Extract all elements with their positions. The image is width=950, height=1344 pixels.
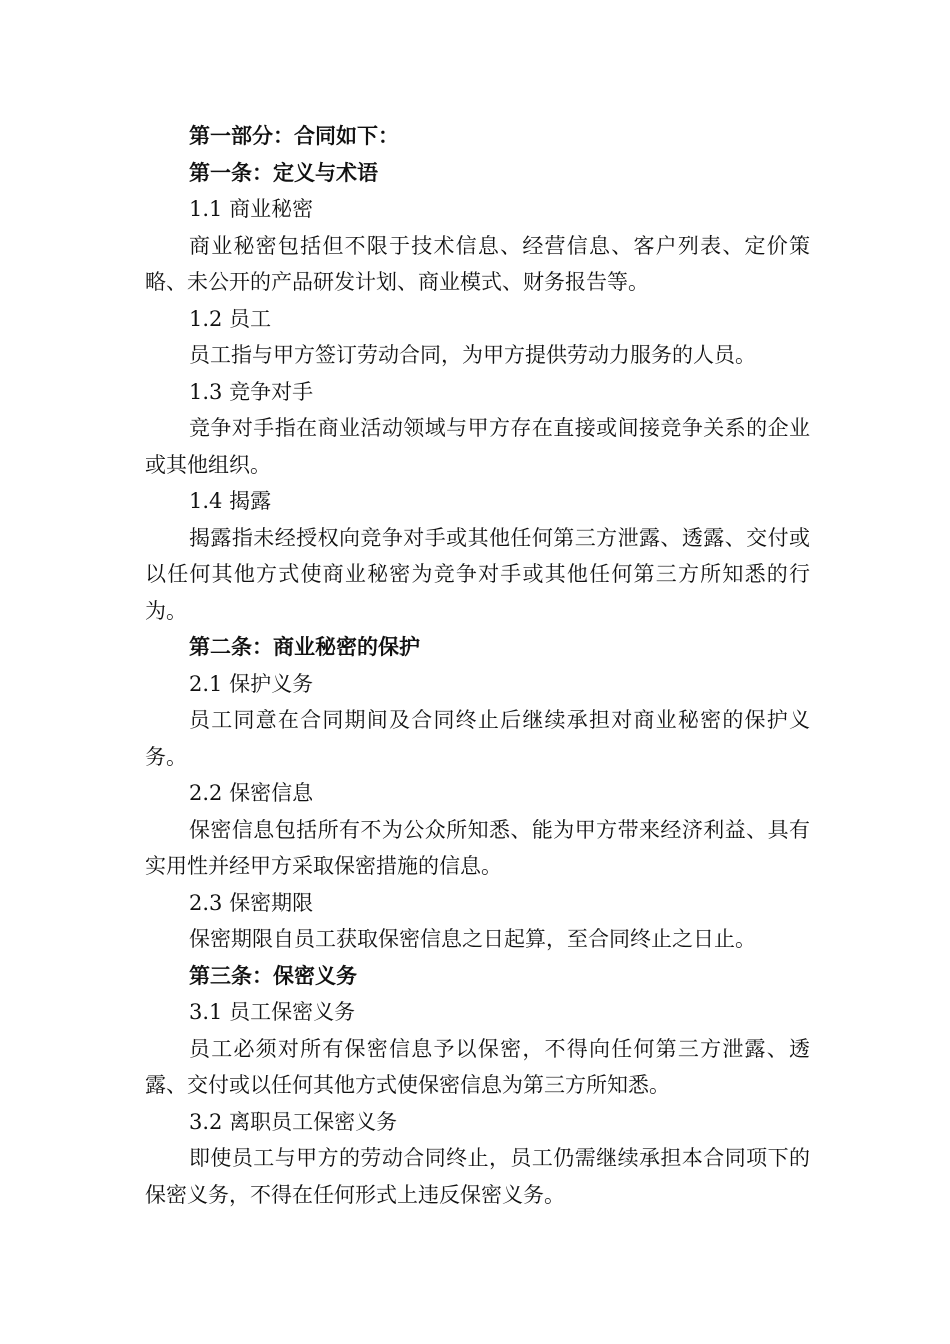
section-heading: 1.1 商业秘密 xyxy=(189,197,314,221)
article-title: 第三条：保密义务 xyxy=(189,962,357,988)
section-body: 员工指与甲方签订劳动合同，为甲方提供劳动力服务的人员。 xyxy=(189,343,756,367)
section-body: 员工同意在合同期间及合同终止后继续承担对商业秘密的保护义务。 xyxy=(145,708,810,769)
section-heading: 3.1 员工保密义务 xyxy=(189,1000,356,1024)
section-heading: 2.3 保密期限 xyxy=(189,890,314,915)
section-body: 揭露指未经授权向竞争对手或其他任何第三方泄露、透露、交付或以任何其他方式使商业秘密为竞争对手或其他任何第三方所知悉的行为。 xyxy=(145,525,810,623)
section-heading: 1.3 竞争对手 xyxy=(189,379,314,404)
section-heading: 2.1 保护义务 xyxy=(189,671,314,696)
section-body: 保密信息包括所有不为公众所知悉、能为甲方带来经济利益、具有实用性并经甲方采取保密措施的信息。 xyxy=(145,817,810,878)
section-body: 商业秘密包括但不限于技术信息、经营信息、客户列表、定价策略、未公开的产品研发计划、商业模式、财务报告等。 xyxy=(145,233,810,294)
section-body: 保密期限自员工获取保密信息之日起算，至合同终止之日止。 xyxy=(189,927,756,951)
section-body: 竞争对手指在商业活动领域与甲方存在直接或间接竞争关系的企业或其他组织。 xyxy=(145,416,810,477)
section-heading: 2.2 保密信息 xyxy=(189,781,314,805)
section-heading: 1.4 揭露 xyxy=(189,489,272,513)
section-heading: 1.2 员工 xyxy=(189,306,272,331)
document-body xyxy=(145,118,810,1213)
article-title: 第二条：商业秘密的保护 xyxy=(189,634,420,659)
article-title: 第一条：定义与术语 xyxy=(189,159,378,185)
section-heading: 3.2 离职员工保密义务 xyxy=(189,1109,398,1134)
part-title: 第一部分：合同如下： xyxy=(189,123,399,148)
section-body: 员工必须对所有保密信息予以保密，不得向任何第三方泄露、透露、交付或以任何其他方式使保密信息为第三方所知悉。 xyxy=(145,1036,810,1097)
section-body: 即使员工与甲方的劳动合同终止，员工仍需继续承担本合同项下的保密义务，不得在任何形式上违反保密义务。 xyxy=(145,1146,810,1207)
